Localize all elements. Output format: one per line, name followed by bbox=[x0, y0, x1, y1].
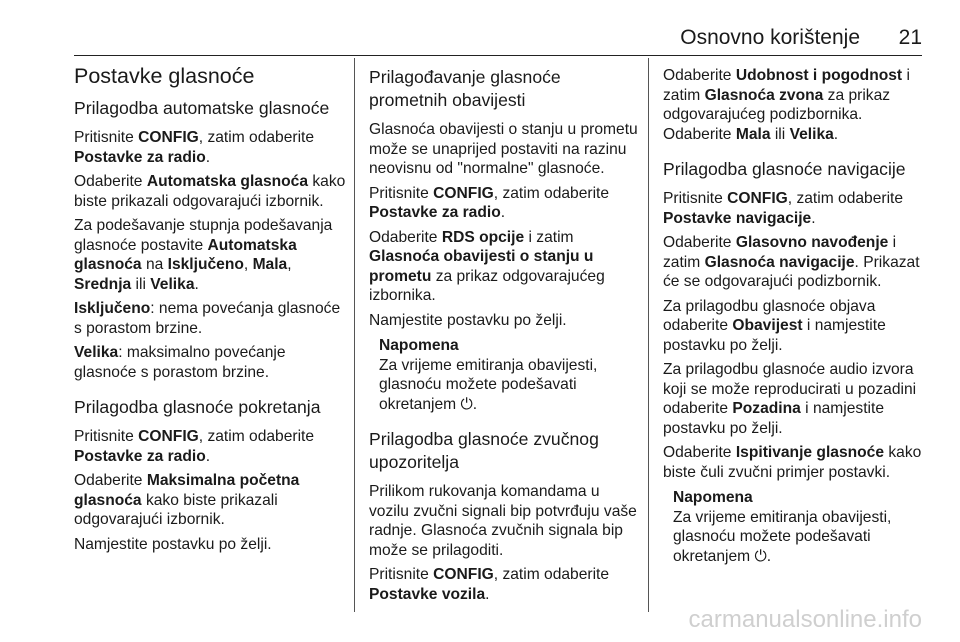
text-run: . bbox=[205, 447, 211, 465]
paragraph: Prilikom rukovanja komandama u vozilu zvučni signali bip potvrđuju vaše radnje. Glasnoća zvučnih signala bip može se prilagoditi. bbox=[369, 483, 637, 559]
text-run: i zatim bbox=[663, 234, 897, 271]
paragraph: Namjestite postavku po želji. bbox=[74, 535, 272, 553]
paragraph bbox=[74, 216, 346, 294]
note-title: Napomena bbox=[673, 489, 753, 506]
menu-term: Automatska glasnoća bbox=[74, 236, 297, 273]
column-3 bbox=[663, 60, 928, 566]
paragraph bbox=[663, 66, 928, 144]
text-run: , bbox=[243, 256, 253, 273]
text-run: kako biste prikazali odgovarajući izbornik. bbox=[74, 491, 278, 528]
menu-term: Ispitivanje glasnoće bbox=[735, 444, 885, 461]
paragraph bbox=[369, 228, 639, 306]
text-run: , zatim odaberite bbox=[787, 190, 904, 207]
text-run: . bbox=[194, 275, 199, 293]
heading-traffic-volume: Prilagođavanje glasnoće prometnih obavijesti bbox=[369, 67, 561, 110]
paragraph bbox=[663, 189, 928, 228]
menu-term: Isključeno bbox=[74, 300, 151, 317]
text-run: Pritisnite bbox=[663, 190, 728, 207]
text-run: . bbox=[485, 585, 490, 603]
text-run: ili bbox=[770, 125, 790, 143]
menu-term: Glasnoća navigacije bbox=[704, 253, 855, 271]
text-run: kako biste čuli zvučni primjer postavki. bbox=[663, 444, 922, 481]
menu-term: RDS opcije bbox=[441, 228, 525, 246]
paragraph bbox=[369, 184, 639, 223]
paragraph bbox=[663, 360, 928, 438]
column-divider-1 bbox=[354, 58, 355, 612]
text-run: : maksimalno povećanje glasnoće s porastom brzine. bbox=[74, 344, 286, 381]
paragraph bbox=[74, 343, 346, 382]
note-title: Napomena bbox=[379, 337, 459, 354]
menu-term: Velika bbox=[74, 344, 119, 361]
text-run: i zatim bbox=[524, 228, 574, 246]
note-box bbox=[379, 336, 639, 414]
paragraph bbox=[663, 233, 928, 292]
menu-term: Udobnost i pogodnost bbox=[735, 67, 903, 84]
text-run: kako biste prikazali odgovarajući izbornik. bbox=[74, 173, 346, 210]
column-2 bbox=[369, 60, 639, 609]
menu-term: CONFIG bbox=[433, 566, 494, 583]
text-run: Odaberite bbox=[74, 472, 147, 489]
menu-term: Postavke navigacije bbox=[663, 209, 812, 227]
text-run: Za prilagodbu glasnoće objava odaberite bbox=[663, 297, 876, 334]
menu-term: Glasnoća obavijesti o stanju u prometu bbox=[369, 248, 594, 285]
text-run: Odaberite bbox=[663, 234, 736, 251]
paragraph bbox=[74, 172, 346, 211]
heading-chime-volume: Prilagodba glasnoće zvučnog upozoritelja bbox=[369, 429, 599, 472]
paragraph bbox=[74, 128, 346, 167]
menu-term: CONFIG bbox=[138, 129, 199, 146]
menu-term: Velika bbox=[150, 275, 195, 293]
heading-navigation-volume: Prilagodba glasnoće navigacije bbox=[663, 159, 906, 179]
menu-term: Glasovno navođenje bbox=[735, 234, 889, 251]
menu-term: Mala bbox=[252, 256, 288, 273]
text-run: Pritisnite bbox=[74, 428, 139, 445]
text-run: za prikaz odgovarajućeg podizbornika. Odaberite bbox=[663, 86, 891, 143]
menu-term: CONFIG bbox=[138, 428, 199, 445]
text-run: , zatim odaberite bbox=[493, 566, 610, 583]
paragraph: Glasnoća obavijesti o stanju u prometu može se unaprijed postaviti na razinu neovisnu od "normalne" glasnoće. bbox=[369, 121, 638, 177]
text-run: Za podešavanje stupnja podešavanja glasnoće postavite bbox=[74, 217, 333, 254]
menu-term: Automatska glasnoća bbox=[146, 173, 309, 190]
text-run: Za prilagodbu glasnoće audio izvora koji se može reproducirati u pozadini odaberite bbox=[663, 361, 917, 417]
page-number: 21 bbox=[898, 26, 922, 49]
text-run: Odaberite bbox=[663, 67, 736, 84]
text-run: i zatim bbox=[663, 67, 910, 104]
paragraph bbox=[74, 427, 346, 466]
text-run: , bbox=[287, 256, 292, 273]
text-run: , zatim odaberite bbox=[198, 129, 315, 146]
column-divider-2 bbox=[648, 58, 649, 612]
header-rule bbox=[74, 55, 922, 56]
text-run: Pritisnite bbox=[369, 184, 434, 202]
paragraph bbox=[663, 443, 928, 482]
paragraph bbox=[74, 471, 346, 530]
text-run: . bbox=[205, 148, 211, 166]
menu-term: Obavijest bbox=[732, 317, 803, 334]
menu-term: Maksimalna početna glasnoća bbox=[74, 472, 300, 509]
menu-term: CONFIG bbox=[433, 184, 494, 202]
text-run: Pritisnite bbox=[74, 129, 139, 146]
heading-auto-volume: Prilagodba automatske glasnoće bbox=[74, 98, 330, 118]
text-run: ili bbox=[131, 275, 151, 293]
paragraph bbox=[369, 565, 639, 604]
paragraph bbox=[74, 299, 346, 338]
watermark: carmanualsonline.info bbox=[688, 606, 922, 633]
note-box bbox=[673, 488, 928, 566]
text-run: na bbox=[141, 256, 168, 273]
text-run: za prikaz odgovarajućeg izbornika. bbox=[369, 267, 605, 304]
menu-term: Isključeno bbox=[167, 256, 244, 273]
menu-term: Srednja bbox=[74, 275, 132, 293]
heading-startup-volume: Prilagodba glasnoće pokretanja bbox=[74, 397, 321, 417]
menu-term: Postavke vozila bbox=[369, 585, 486, 603]
text-run: Odaberite bbox=[74, 173, 147, 190]
paragraph bbox=[663, 297, 928, 356]
text-run: . bbox=[811, 209, 816, 227]
text-run: i namjestite postavku po želji. bbox=[663, 400, 885, 437]
text-run: Odaberite bbox=[369, 228, 442, 246]
text-run: Odaberite bbox=[663, 444, 736, 461]
paragraph: Namjestite postavku po želji. bbox=[369, 311, 567, 329]
menu-term: Velika bbox=[789, 125, 834, 143]
menu-term: Pozadina bbox=[732, 400, 801, 417]
note-text: Za vrijeme emitiranja obavijesti, glasnoću možete podešavati okretanjem ⏻. bbox=[673, 508, 892, 565]
menu-term: Postavke za radio bbox=[369, 204, 501, 221]
menu-term: Postavke za radio bbox=[74, 148, 206, 166]
text-run: Pritisnite bbox=[369, 566, 434, 583]
text-run: . Prikazat će se odgovarajući podizbornik. bbox=[663, 253, 920, 290]
page-title: Postavke glasnoće bbox=[74, 64, 255, 88]
column-1 bbox=[74, 60, 346, 559]
text-run: , zatim odaberite bbox=[493, 184, 610, 202]
text-run: . bbox=[500, 204, 506, 221]
note-text: Za vrijeme emitiranja obavijesti, glasnoću možete podešavati okretanjem ⏻. bbox=[379, 356, 598, 413]
text-run: : nema povećanja glasnoće s porastom brzine. bbox=[74, 300, 341, 337]
page-header bbox=[74, 26, 922, 56]
menu-term: Postavke za radio bbox=[74, 447, 206, 465]
text-run: i namjestite postavku po želji. bbox=[663, 317, 886, 354]
menu-term: Glasnoća zvona bbox=[704, 86, 824, 104]
menu-term: CONFIG bbox=[727, 190, 788, 207]
menu-term: Mala bbox=[735, 125, 771, 143]
text-run: . bbox=[833, 125, 839, 143]
section-title: Osnovno korištenje bbox=[680, 26, 860, 49]
text-run: , zatim odaberite bbox=[198, 428, 315, 445]
